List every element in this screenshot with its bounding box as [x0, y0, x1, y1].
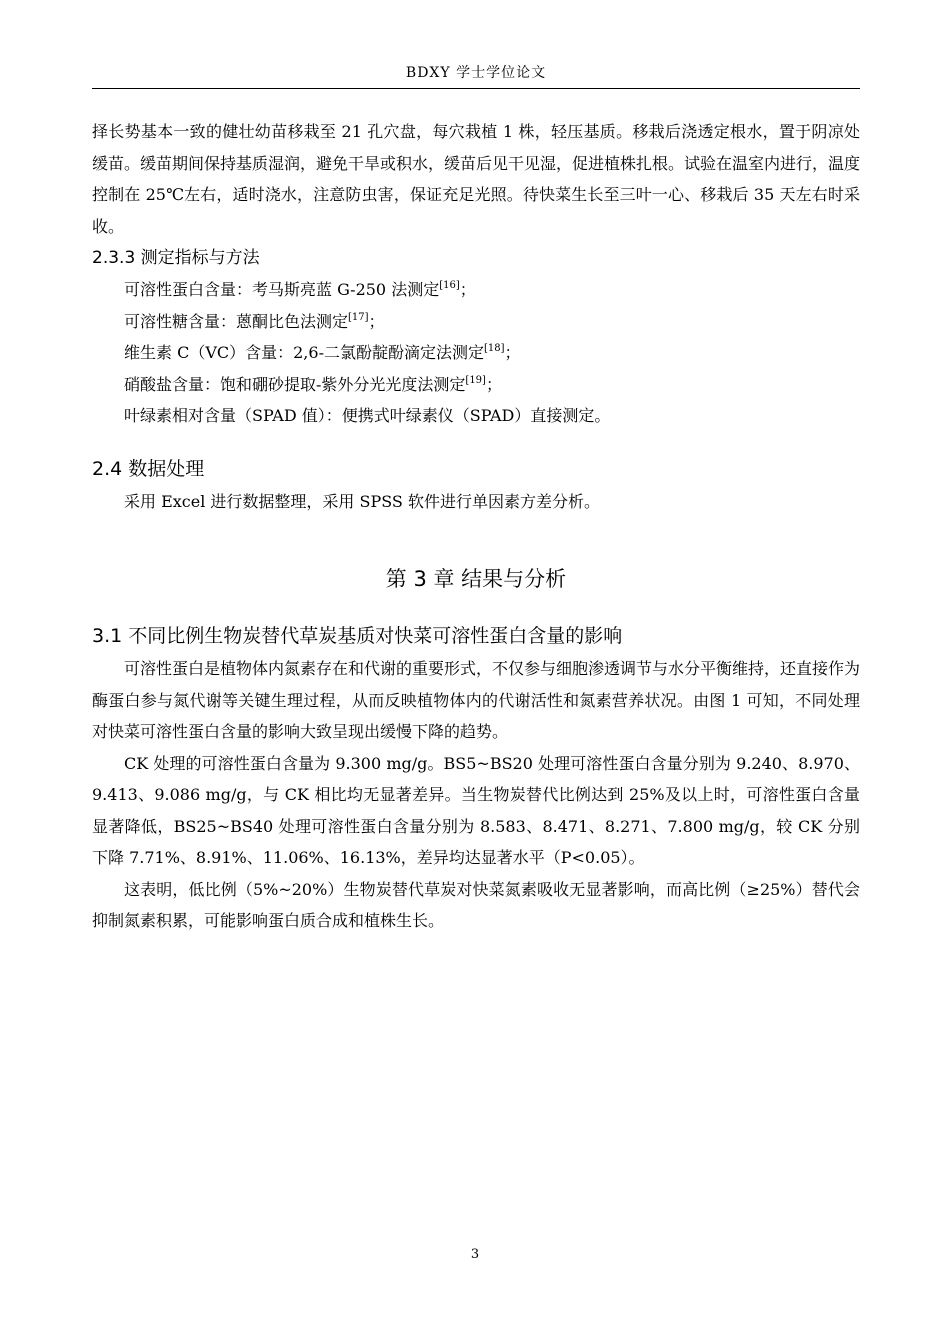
method-tail: ；: [504, 343, 521, 362]
chapter-title: 第 3 章 结果与分析: [385, 567, 567, 591]
continued-paragraph: 择长势基本一致的健壮幼苗移栽至 21 孔穴盘，每穴栽植 1 株，轻压基质。移栽后浇透定根水，置于阴凉处缓苗。缓苗期间保持基质湿润，避免干旱或积水，缓苗后见干见湿，促进植株扎根。试验在温室内进行，温度控制在 25℃左右，适时浇水，注意防虫害，保证充足光照。待快菜生长至三叶一心、移栽后 35 天左右时采收。: [92, 122, 861, 236]
method-tail: ；: [459, 280, 476, 299]
page-body: [92, 116, 860, 937]
method-tail: ；: [368, 311, 385, 331]
header-rule: [92, 88, 860, 89]
method-text: 硝酸盐含量：饱和硼砂提取-紫外分光光度法测定: [124, 374, 466, 394]
section-heading-3-1: 3.1 不同比例生物炭替代草炭基质对快菜可溶性蛋白含量的影响: [92, 625, 623, 647]
method-item-3: [92, 337, 860, 369]
page-number: 3: [470, 1247, 480, 1262]
method-item-5: [92, 400, 860, 432]
method-text: 可溶性蛋白含量：考马斯亮蓝 G-250 法测定: [124, 280, 440, 299]
citation: [19]: [465, 374, 486, 386]
method-item-2: [92, 306, 860, 338]
citation: [18]: [483, 343, 505, 354]
section-heading-2-3-3: 2.3.3 测定指标与方法: [92, 248, 260, 268]
method-text: 可溶性糖含量：蒽酮比色法测定: [124, 311, 349, 331]
method-item-1: [92, 274, 860, 306]
body-paragraph-2: CK 处理的可溶性蛋白含量为 9.300 mg/g。BS5~BS20 处理可溶性蛋白含量分别为 9.240、8.970、9.413、9.086 mg/g，与 CK 相比均无显著差异。当生物炭替代比例达到 25%及以上时，可溶性蛋白含量显著降低，BS25~BS40 处理可溶性蛋白含量分别为 8.583、8.471、8.271、7.800 mg/g，较 CK 分别下降 7.71%、8.91%、11.06%、16.13%，差异均达显著水平（P<0.05）。: [92, 753, 860, 867]
citation: [16]: [439, 280, 460, 291]
section-heading-2-4: 2.4 数据处理: [92, 457, 205, 480]
method-tail: ；: [485, 374, 502, 394]
method-item-4: [92, 369, 860, 401]
data-processing-paragraph: 采用 Excel 进行数据整理，采用 SPSS 软件进行单因素方差分析。: [124, 491, 600, 511]
body-paragraph-3: 这表明，低比例（5%~20%）生物炭替代草炭对快菜氮素吸收无显著影响，而高比例（≥25%）替代会抑制氮素积累，可能影响蛋白质合成和植株生长。: [92, 879, 860, 930]
citation: [17]: [348, 311, 369, 323]
body-paragraph-1: 可溶性蛋白是植物体内氮素存在和代谢的重要形式，不仅参与细胞渗透调节与水分平衡维持，还直接作为酶蛋白参与氮代谢等关键生理过程，从而反映植物体内的代谢活性和氮素营养状况。由图 1 可知，不同处理对快菜可溶性蛋白含量的影响大致呈现出缓慢下降的趋势。: [92, 659, 861, 741]
method-text: 维生素 C（VC）含量：2,6-二氯酚靛酚滴定法测定: [124, 343, 484, 362]
method-text: 叶绿素相对含量（SPAD 值）：便携式叶绿素仪（SPAD）直接测定。: [124, 406, 611, 425]
page-header: BDXY 学士学位论文: [405, 65, 547, 81]
